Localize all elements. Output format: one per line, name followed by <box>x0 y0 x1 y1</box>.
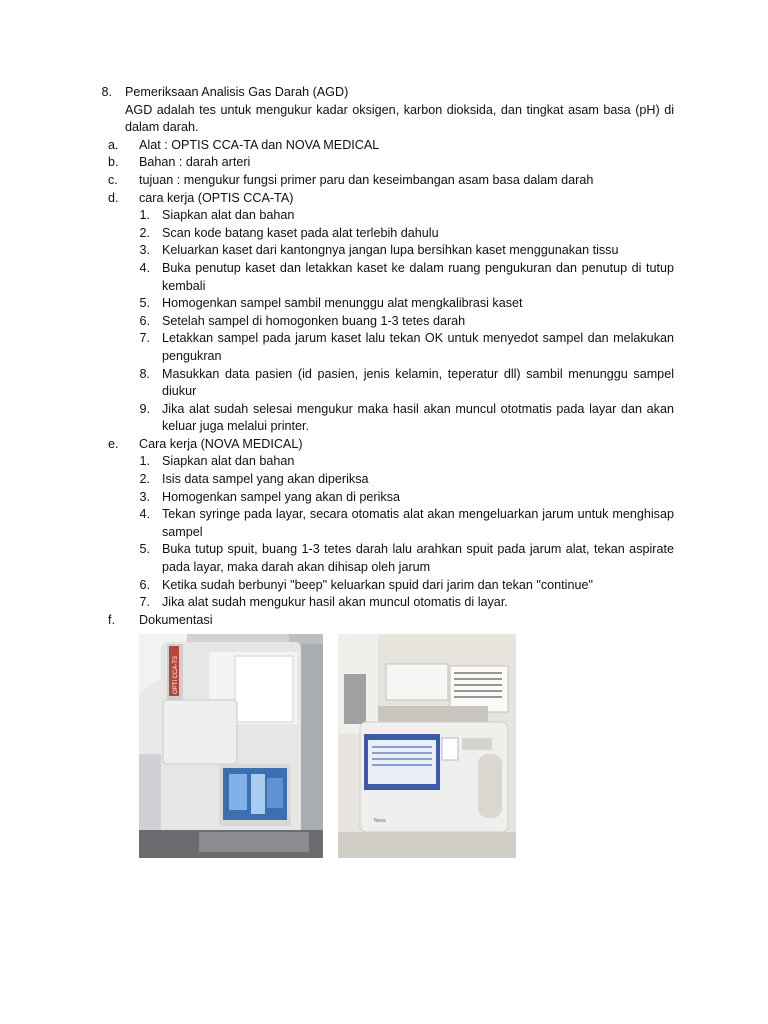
step-text: Ketika sudah berbunyi "beep" keluarkan spuid dari jarim dan tekan "continue" <box>162 577 593 592</box>
step-text: Siapkan alat dan bahan <box>162 454 295 469</box>
optis-cca-ta-photo <box>139 634 323 858</box>
list-marker: b. <box>108 155 119 170</box>
step-number: 4. <box>139 260 150 275</box>
device-label: Nova <box>374 818 386 824</box>
step-text: Buka penutup kaset dan letakkan kaset ke dalam ruang pengukuran dan penutup di tutup kembali <box>162 260 674 293</box>
list-item-c <box>0 172 768 190</box>
step-text: Homogenkan sampel sambil menunggu alat mengkalibrasi kaset <box>162 296 523 311</box>
step-text: Tekan syringe pada layar, secara otomatis alat akan mengeluarkan jarum untuk menghisap sampel <box>162 507 674 539</box>
step-text: Scan kode batang kaset pada alat terlebih dahulu <box>162 225 439 240</box>
step-item <box>0 313 768 331</box>
device-label: OPTI CCA-TS <box>173 655 179 694</box>
section-number: 8. <box>101 85 112 99</box>
step-item <box>0 330 768 365</box>
step-number: 5. <box>139 296 150 311</box>
step-item <box>0 453 768 471</box>
step-item <box>0 295 768 313</box>
section-description: AGD adalah tes untuk mengukur kadar oksigen, karbon dioksida, dan tingkat asam basa (pH) di dalam darah. <box>125 102 674 135</box>
list-marker: e. <box>108 436 119 451</box>
analyzer-illustration <box>338 634 516 858</box>
step-number: 1. <box>139 454 150 469</box>
step-text: Jika alat sudah mengukur hasil akan muncul otomatis di layar. <box>162 595 508 610</box>
list-item-a <box>0 137 768 155</box>
step-number: 4. <box>139 507 150 522</box>
step-number: 6. <box>139 313 150 328</box>
step-text: Homogenkan sampel yang akan di periksa <box>162 489 401 504</box>
step-number: 5. <box>139 542 150 557</box>
step-number: 6. <box>139 577 150 592</box>
step-number: 1. <box>139 208 150 223</box>
step-item <box>0 541 768 576</box>
step-item <box>0 506 768 541</box>
list-marker: f. <box>108 612 115 627</box>
step-item <box>0 207 768 225</box>
step-item <box>0 577 768 595</box>
analyzer-illustration <box>139 634 323 858</box>
step-text: Letakkan sampel pada jarum kaset lalu tekan OK untuk menyedot sampel dan melakukan pengukran <box>162 331 674 363</box>
list-item-f <box>0 612 768 630</box>
list-item-text: Cara kerja (NOVA MEDICAL) <box>139 436 303 451</box>
step-text: Buka tutup spuit, buang 1-3 tetes darah lalu arahkan spuit pada jarum alat, tekan aspirate pada layar, maka darah akan dihisap oleh jarum <box>162 542 674 575</box>
step-text: Setelah sampel di homogonken buang 1-3 tetes darah <box>162 313 466 328</box>
list-item-text: tujuan : mengukur fungsi primer paru dan keseimbangan asam basa dalam darah <box>139 172 594 187</box>
step-number: 3. <box>139 243 150 258</box>
step-item <box>0 489 768 507</box>
section-title: Pemeriksaan Analisis Gas Darah (AGD) <box>125 85 349 99</box>
list-marker: c. <box>108 172 118 187</box>
step-text: Keluarkan kaset dari kantongnya jangan lupa bersihkan kaset menggunakan tissu <box>162 243 619 258</box>
step-text: Siapkan alat dan bahan <box>162 208 295 223</box>
step-item <box>0 471 768 489</box>
list-item-text: Dokumentasi <box>139 612 213 627</box>
nova-medical-photo <box>338 634 516 858</box>
list-item-text: cara kerja (OPTIS CCA-TA) <box>139 190 294 205</box>
step-item <box>0 401 768 436</box>
step-item <box>0 260 768 295</box>
section-heading <box>0 84 768 102</box>
step-item <box>0 366 768 401</box>
step-item <box>0 594 768 612</box>
document-page <box>0 84 768 629</box>
list-item-b <box>0 154 768 172</box>
list-marker: a. <box>108 137 119 152</box>
step-text: Isis data sampel yang akan diperiksa <box>162 472 369 487</box>
step-number: 9. <box>139 401 150 416</box>
list-item-text: Alat : OPTIS CCA-TA dan NOVA MEDICAL <box>139 137 380 152</box>
list-item-text: Bahan : darah arteri <box>139 155 251 170</box>
documentation-photos <box>139 634 519 860</box>
step-text: Jika alat sudah selesai mengukur maka hasil akan muncul ototmatis pada layar dan akan keluar juga melalui printer. <box>162 401 674 434</box>
step-item <box>0 225 768 243</box>
step-number: 2. <box>139 225 150 240</box>
step-number: 7. <box>139 331 150 346</box>
step-number: 7. <box>139 595 150 610</box>
list-item-e <box>0 436 768 454</box>
step-number: 8. <box>139 366 150 381</box>
step-item <box>0 242 768 260</box>
step-text: Masukkan data pasien (id pasien, jenis kelamin, teperatur dll) sambil menunggu sampel diukur <box>162 366 674 399</box>
list-item-d <box>0 190 768 208</box>
step-number: 3. <box>139 489 150 504</box>
step-number: 2. <box>139 472 150 487</box>
list-marker: d. <box>108 190 119 205</box>
